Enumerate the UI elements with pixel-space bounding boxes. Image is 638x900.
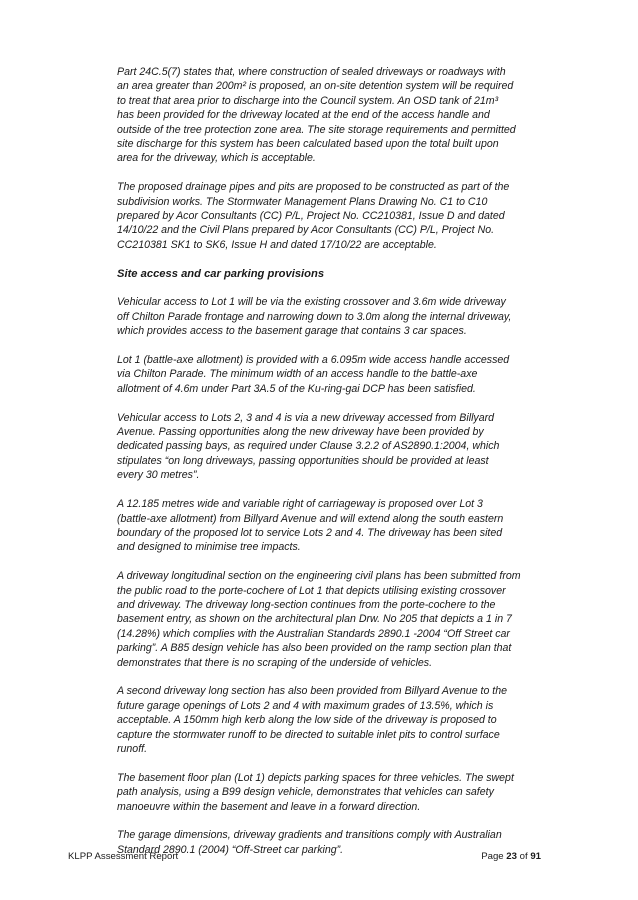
page-prefix: Page: [481, 851, 504, 862]
paragraph-right-of-carriageway: A 12.185 metres wide and variable right of carriageway is proposed over Lot 3 (battle-axe allotment) from Billyard Avenue and will extend along the south eastern boundary of the proposed lot to service Lots 2 and 4. The driveway has been sited and designed to minimise tree impacts.: [117, 498, 504, 554]
page-of: of: [519, 851, 528, 862]
paragraph-second-driveway: A second driveway long section has also been provided from Billyard Avenue to the future garage openings of Lots 2 and 4 with maximum grades of 13.5%, which is acceptable. A 150mm high kerb along the low side of the driveway is proposed to capture the stormwater runoff to be directed to suitable inlet pits to control surface runoff.: [117, 685, 508, 755]
paragraph-access-handle: Lot 1 (battle-axe allotment) is provided with a 6.095m wide access handle accessed via Chilton Parade. The minimum width of an access handle to the battle-axe allotment of 4.6m under Part 3A.5 of the Ku-ring-gai DCP has been satisfied.: [117, 354, 510, 395]
paragraph-drainage-plans: The proposed drainage pipes and pits are proposed to be constructed as part of the subdivision works. The Stormwater Management Plans Drawing No. C1 to C10 prepared by Acor Consultants (CC) P/L, Project No. CC210381, Issue D and dated 14/10/22 and the Civil Plans prepared by Acor Consultants (CC) P/L, Project No. CC210381 SK1 to SK6, Issue H and dated 17/10/22 are acceptable.: [117, 181, 510, 251]
section-heading: Site access and car parking provisions: [117, 267, 325, 280]
page-total: 91: [530, 851, 541, 862]
paragraph-longitudinal-section: A driveway longitudinal section on the engineering civil plans has been submitted from the public road to the porte-cochere of Lot 1 that depicts utilising existing crossover and driveway. The driveway long-section continues from the porte-cochere to the basement entry, as shown on the architectural plan Drw. No 205 that depicts a 1 in 7 (14.28%) which complies with the Australian Standards 2890.1 -2004 “Off Street car parking”. A B85 design vehicle has also been provided on the ramp section plan that demonstrates that there is no scraping of the underside of vehicles.: [117, 570, 521, 669]
paragraph-basement-parking: The basement floor plan (Lot 1) depicts parking spaces for three vehicles. The swept path analysis, using a B99 design vehicle, demonstrates that vehicles can safety manoeuvre within the basement and leave in a forward direction.: [117, 771, 514, 813]
footer-page-number: [481, 851, 541, 863]
report-body: [117, 65, 557, 872]
paragraph-garage-compliance: The garage dimensions, driveway gradients and transitions comply with Australian Standard 2890.1 (2004) “Off-Street car parking”.: [117, 829, 502, 856]
paragraph-lot1-access: Vehicular access to Lot 1 will be via the existing crossover and 3.6m wide driveway off Chilton Parade frontage and narrowing down to 3.0m along the internal driveway, which provides access to the basement garage that contains 3 car spaces.: [117, 296, 512, 338]
paragraph-osd-requirement: Part 24C.5(7) states that, where construction of sealed driveways or roadways with an area greater than 200m² is proposed, an on-site detention system will be required to treat that area prior to discharge into the Council system. An OSD tank of 21m³ has been provided for the driveway located at the end of the access handle and outside of the tree protection zone area. The site storage requirements and permitted site discharge for this system has been calculated based upon the total built upon area for the driveway, which is acceptable.: [117, 66, 516, 165]
paragraph-lots-2-3-4-access: Vehicular access to Lots 2, 3 and 4 is via a new driveway accessed from Billyard Avenue. Passing opportunities along the new driveway have been provided by dedicated passing bays, as required under Clause 3.2.2 of AS2890.1:2004, which stipulates “on long driveways, passing opportunities should be provided at least every 30 metres”.: [117, 411, 500, 482]
footer-report-name: KLPP Assessment Report: [68, 851, 179, 862]
page-current: 23: [506, 851, 517, 862]
